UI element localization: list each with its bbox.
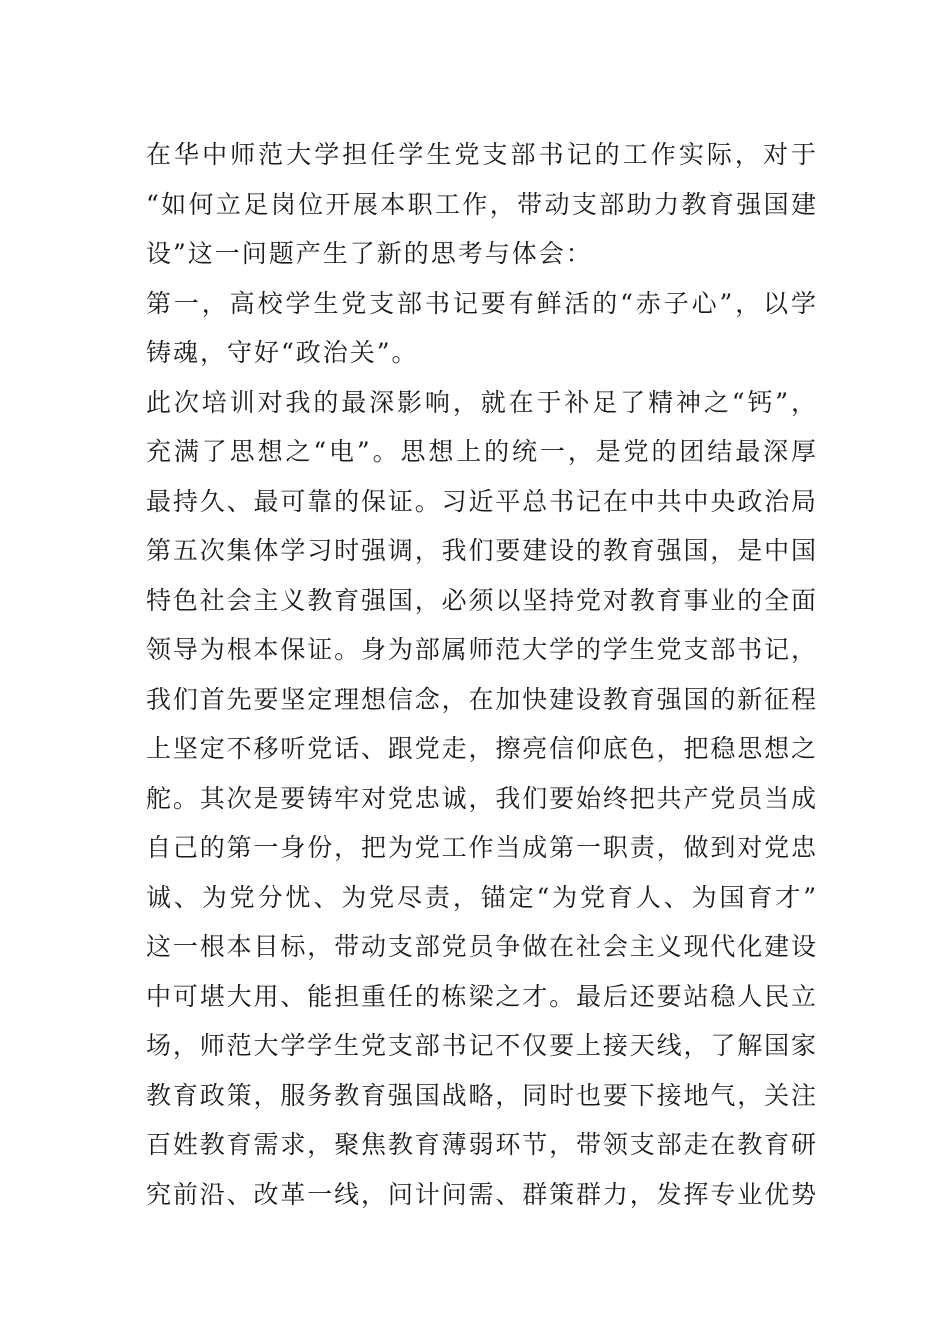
text-line: 最持久、最可靠的保证。习近平总书记在中共中央政治局 [146,486,816,516]
text-line: 领导为根本保证。身为部属师范大学的学生党支部书记， [146,635,816,664]
text-line: 这一根本目标，带动支部党员争做在社会主义现代化建设 [146,932,816,961]
text-line: 上坚定不移听党话、跟党走，擦亮信仰底色，把稳思想之 [146,734,816,763]
text-line: “如何立足岗位开展本职工作，带动支部助力教育强国建 [146,189,816,219]
text-line: 自己的第一身份，把为党工作当成第一职责，做到对党忠 [146,833,816,862]
text-line: 百姓教育需求，聚焦教育薄弱环节，带领支部走在教育研 [146,1130,816,1159]
text-line: 此次培训对我的最深影响，就在于补足了精神之“钙”， [146,387,816,417]
document-body [146,130,816,1219]
text-line: 中可堪大用、能担重任的栋梁之才。最后还要站稳人民立 [146,981,816,1011]
text-line: 舵。其次是要铸牢对党忠诚，我们要始终把共产党员当成 [146,783,816,813]
text-line: 诚、为党分忧、为党尽责，锚定“为党育人、为国育才” [146,882,816,912]
text-line: 铸魂，守好“政治关”。 [146,338,419,367]
text-line: 第一，高校学生党支部书记要有鲜活的“赤子心”，以学 [146,288,816,318]
text-line: 第五次集体学习时强调，我们要建设的教育强国，是中国 [146,536,816,565]
text-line: 我们首先要坚定理想信念，在加快建设教育强国的新征程 [146,684,816,714]
text-line: 究前沿、改革一线，问计问需、群策群力，发挥专业优势 [146,1179,816,1209]
text-line: 特色社会主义教育强国，必须以坚持党对教育事业的全面 [146,585,816,615]
text-line: 设”这一问题产生了新的思考与体会： [146,239,593,268]
text-line: 教育政策，服务教育强国战略，同时也要下接地气，关注 [146,1080,816,1110]
text-line: 充满了思想之“电”。思想上的统一，是党的团结最深厚 [146,437,816,466]
text-line: 场，师范大学学生党支部书记不仅要上接天线，了解国家 [146,1031,816,1060]
text-line: 在华中师范大学担任学生党支部书记的工作实际，对于 [146,140,816,169]
